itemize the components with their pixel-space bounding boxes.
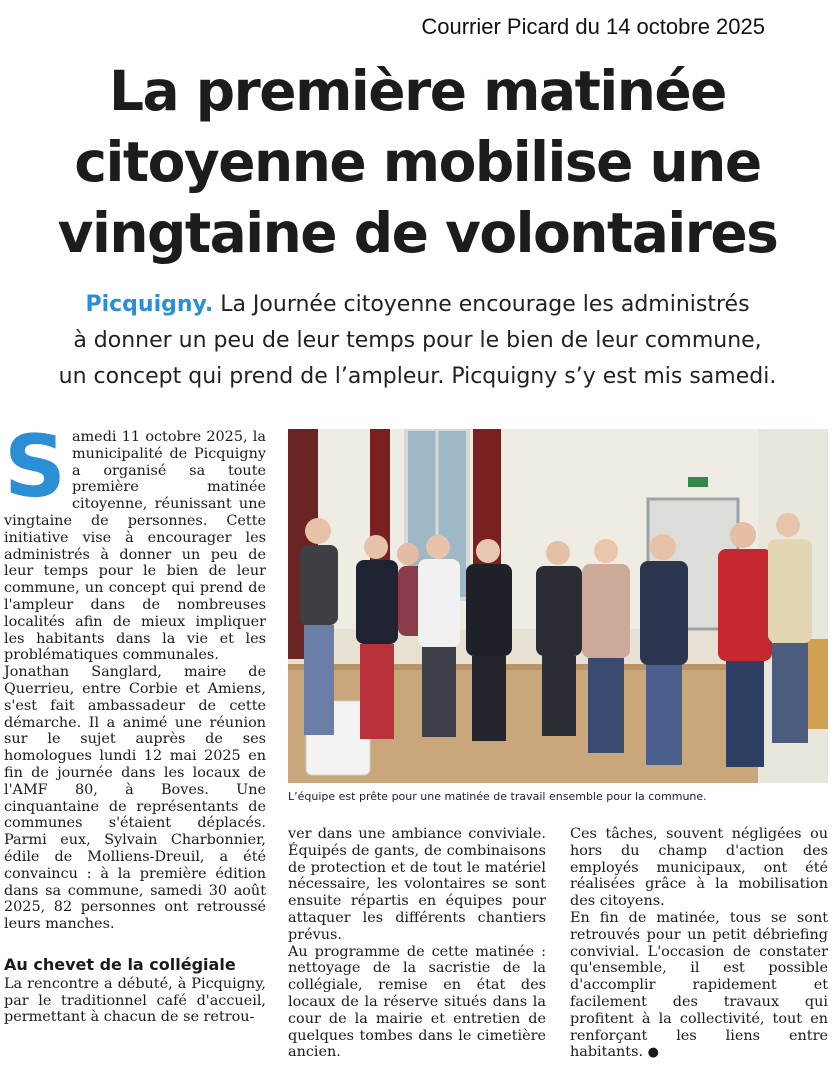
drop-cap: S [4, 417, 66, 517]
end-mark: ● [647, 1045, 659, 1061]
headline [0, 56, 835, 269]
paragraph-2: Jonathan Sanglard, maire de Querrieu, entre Corbie et Amiens, s'est fait ambassadeur de cette démarche. Il a animé une réunion sur le sujet auprès de ses homologues lundi 12 mai 2025 en fin de journée dans les locaux de l'AMF 80, à Boves. Une cinquantaine de représentants de communes s'étaient déplacés. Parmi eux, Sylvain Charbonnier, édile de Molliens-Dreuil, a été convaincu : à la première édition dans sa commune, samedi 30 août 2025, 82 personnes ont retroussé leurs manches. [4, 664, 266, 933]
group-photo [288, 429, 828, 783]
article-column-3 [570, 826, 828, 1062]
group-photo-illustration [288, 429, 828, 783]
article-column-2 [288, 826, 546, 1061]
headline-line-3: vingtaine de volontaires [57, 201, 778, 265]
place-name: Picquigny. [85, 292, 214, 317]
headline-line-2: citoyenne mobilise une [74, 130, 761, 194]
paragraph-6: Ces tâches, souvent négligées ou hors du champ d'action des employés municipaux, ont été réalisées grâce à la mobilisation des citoyens. [570, 826, 828, 910]
standfirst [0, 287, 835, 395]
paragraph-7: En fin de matinée, tous se sont retrouvés pour un petit débriefing convivial. L'occasion de constater qu'ensemble, il est possible d'accomplir rapidement et facilement des travaux qui profitent à la collectivité, tout en renforçant les liens entre habitants. ● [570, 909, 828, 1061]
standfirst-line-2: à donner un peu de leur temps pour le bien de leur commune, [73, 328, 762, 353]
paragraph-3: La rencontre a débuté, à Picquigny, par le traditionnel café d'accueil, permettant à chacun de se retrou- [4, 975, 266, 1026]
article-column-1 [4, 417, 266, 1026]
paragraph-1: amedi 11 octobre 2025, la municipalité de Picquigny a organisé sa toute première matinée citoyenne, réunissant une vingtaine de personnes. Cette initiative vise à encourager les administrés à donner un peu de leur temps pour le bien de leur commune, un concept qui prend de l'ampleur dans de nombreuses localités afin de mieux impliquer les habitants dans la vie et les problématiques communales. [4, 429, 266, 664]
photo-caption: L’équipe est prête pour une matinée de travail ensemble pour la commune. [288, 790, 707, 803]
newspaper-source: Courrier Picard du 14 octobre 2025 [421, 14, 765, 39]
headline-line-1: La première matinée [109, 59, 726, 123]
standfirst-line-1: Picquigny. La Journée citoyenne encourage les administrés [85, 292, 750, 317]
standfirst-line-3: un concept qui prend de l’ampleur. Picquigny s’y est mis samedi. [58, 364, 777, 389]
paragraph-5: Au programme de cette matinée : nettoyage de la sacristie de la collégiale, remise en état des locaux de la réserve situés dans la cour de la mairie et entretien de quelques tombes dans le cimetière ancien. [288, 943, 546, 1061]
subheading: Au chevet de la collégiale [4, 954, 236, 974]
paragraph-4: ver dans une ambiance conviviale. Équipés de gants, de combinaisons de protection et de tout le matériel nécessaire, les volontaires se sont ensuite répartis en équipes pour attaquer les différents chantiers prévus. [288, 826, 546, 943]
